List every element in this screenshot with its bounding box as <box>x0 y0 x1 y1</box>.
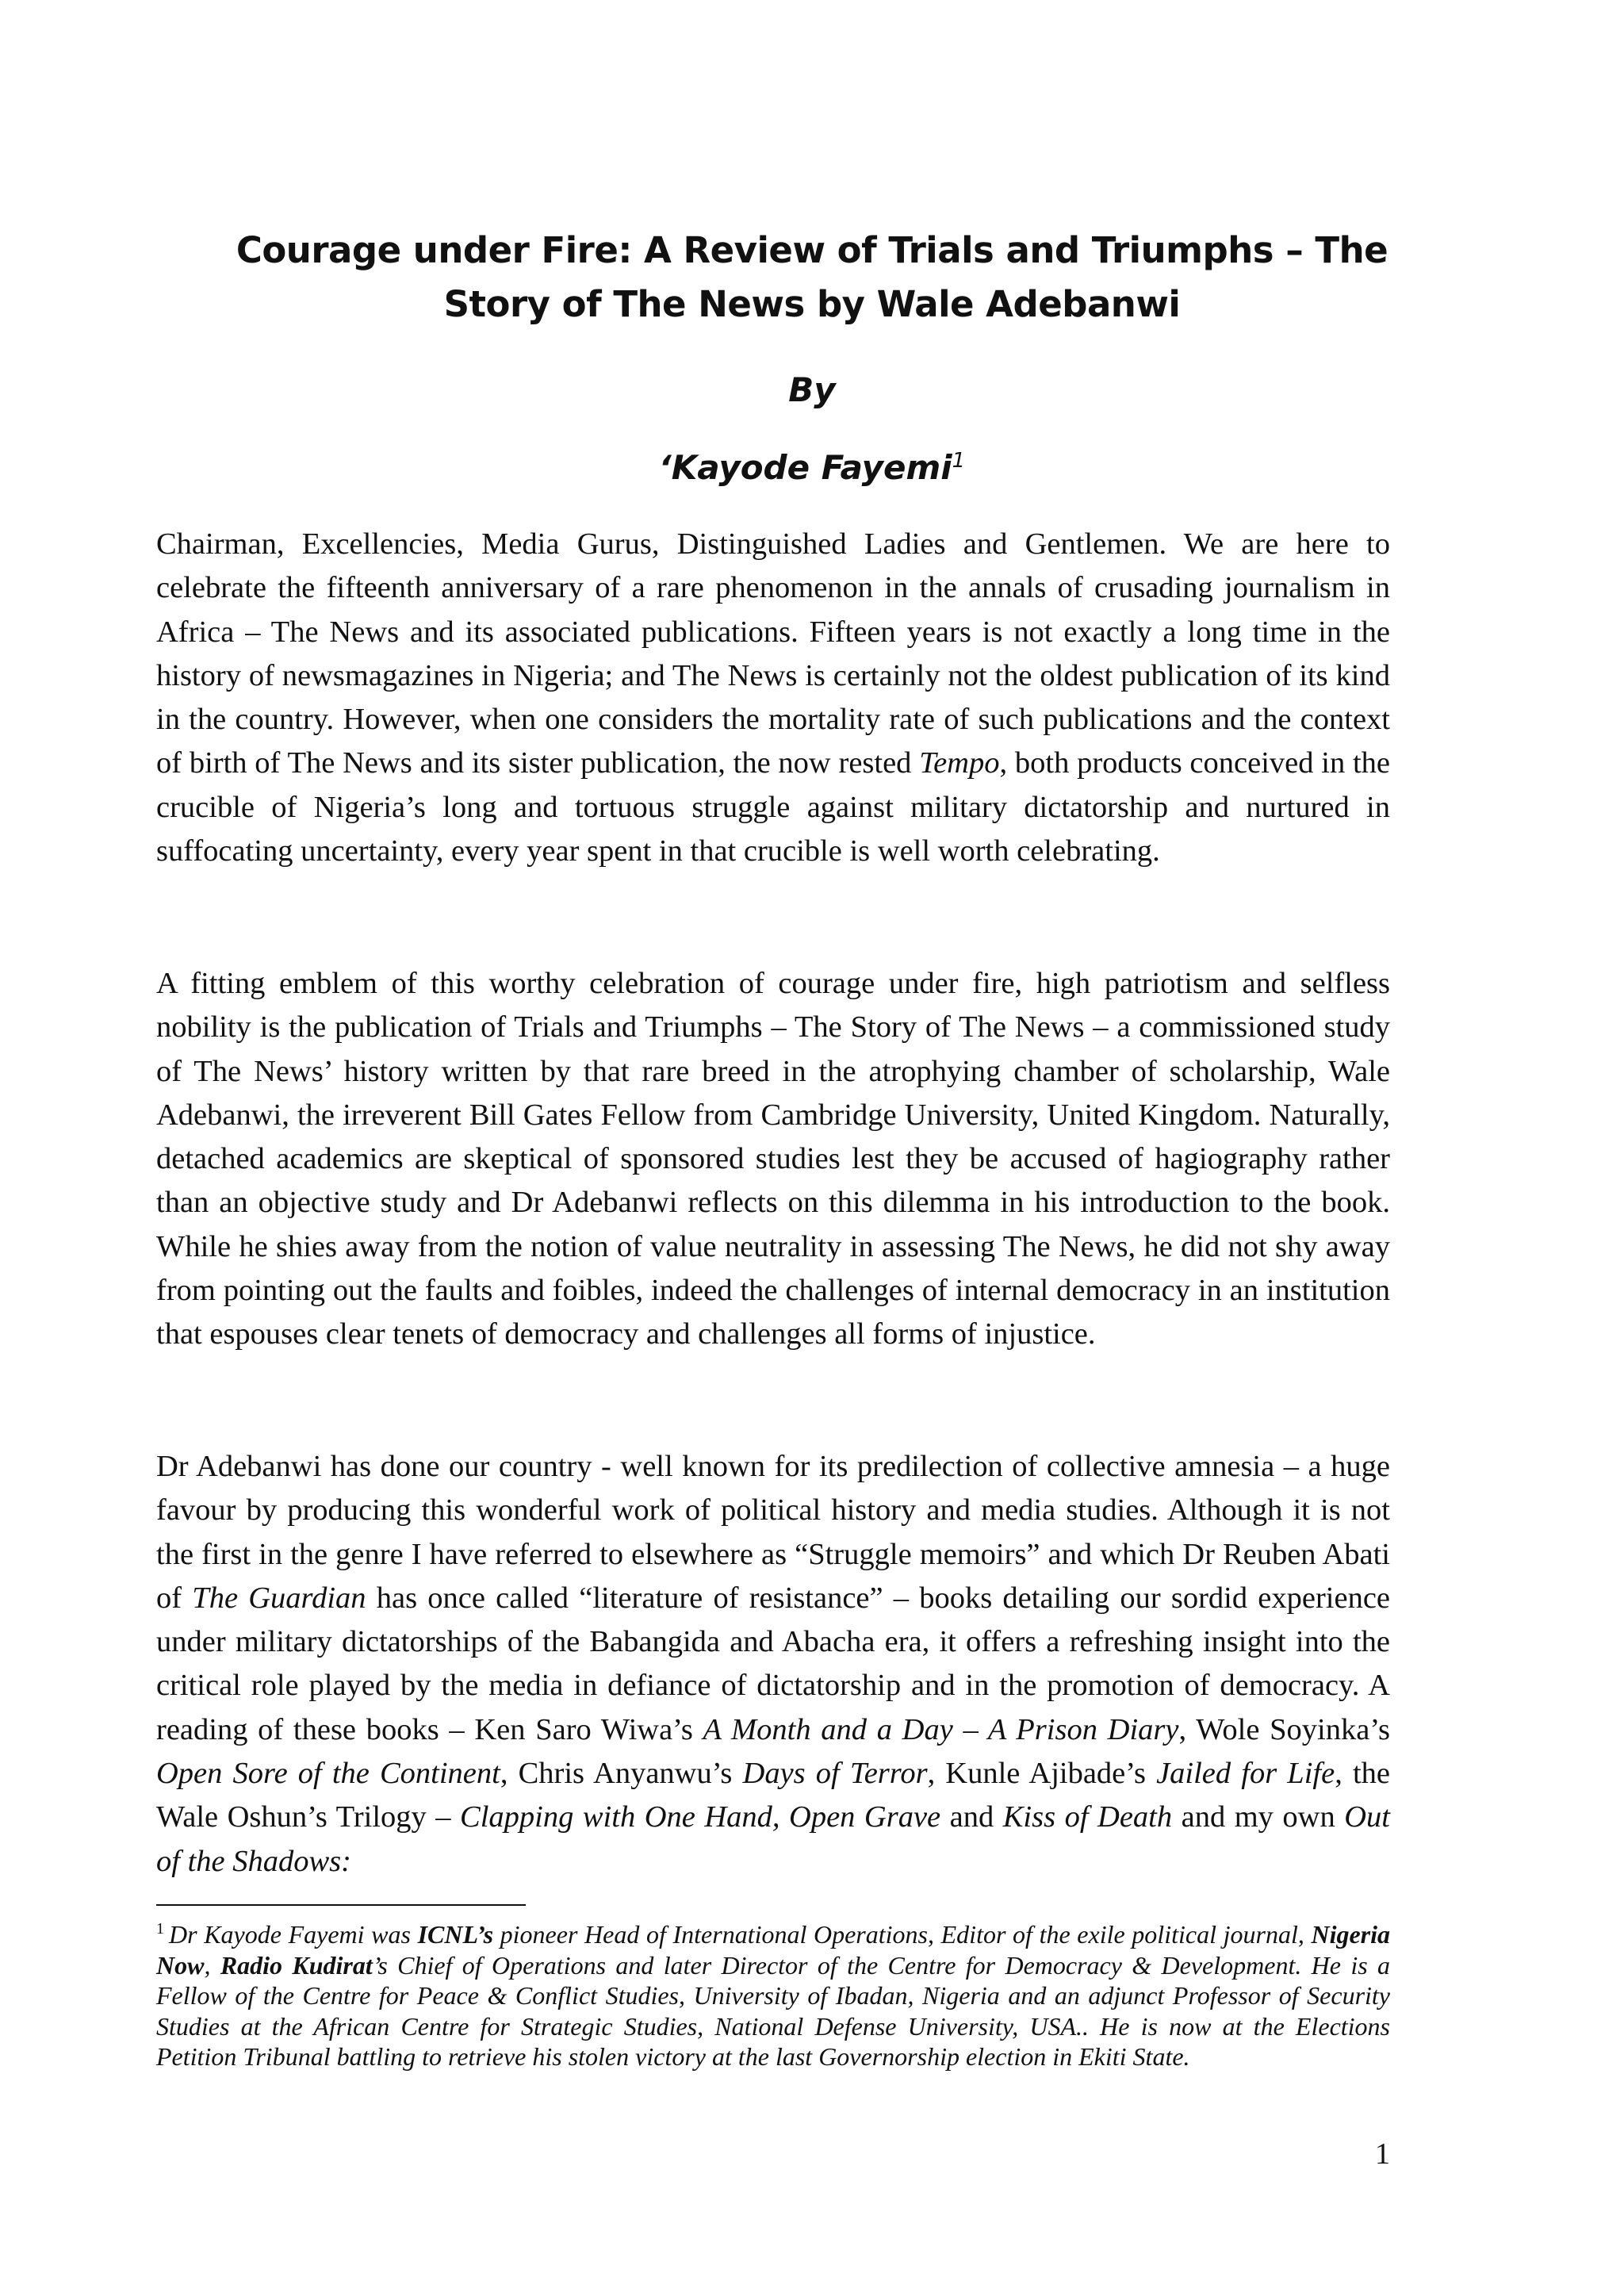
body-paragraph-3: Dr Adebanwi has done our country - well known for its predilection of collective amnesia – a huge favour by producing this wonderful work of political history and media studies. Although it is not the first in the genre I have referred to elsewhere as “Struggle memoirs” and which Dr Reuben Abati of The Guardian has once called “literature of resistance” – books detailing our sordid experience under military dictatorships of the Babangida and Abacha era, it offers a refreshing insight into the critical role played by the media in defiance of dictatorship and in the promotion of democracy. A reading of these books – Ken Saro Wiwa’s A Month and a Day – A Prison Diary, Wole Soyinka’s Open Sore of the Continent, Chris Anyanwu’s Days of Terror, Kunle Ajibade’s Jailed for Life, the Wale Oshun’s Trilogy – Clapping with One Hand, Open Grave and Kiss of Death and my own Out of the Shadows: <box>156 1450 1391 1878</box>
footnote-separator <box>156 1904 526 1906</box>
italic-run: A Month and a Day – A Prison Diary <box>703 1712 1179 1746</box>
page-number: 1 <box>1375 2137 1390 2171</box>
italic-run: The Guardian <box>192 1581 366 1615</box>
author-name <box>119 444 1505 492</box>
author-footnote-mark: 1 <box>952 449 966 473</box>
title-line-1: Courage under Fire: A Review of Trials and Triumphs – The <box>236 229 1388 271</box>
body-paragraph-1: Chairman, Excellencies, Media Gurus, Distinguished Ladies and Gentlemen. We are here to celebrate the fifteenth anniversary of a rare phenomenon in the annals of crusading journalism in Africa – The News and its associated publications. Fifteen years is not exactly a long time in the history of newsmagazines in Nigeria; and The News is certainly not the oldest publication of its kind in the country. However, when one considers the mortality rate of such publications and the context of birth of The News and its sister publication, the now rested Tempo, both products conceived in the crucible of Nigeria’s long and tortuous struggle against military dictatorship and nurtured in suffocating uncertainty, every year spent in that crucible is well worth celebrating. <box>156 527 1390 868</box>
italic-run: Clapping with One Hand, Open Grave <box>460 1800 941 1834</box>
italic-run: Tempo <box>919 746 1000 780</box>
footnote-mark: 1 <box>156 1920 164 1938</box>
byline-label: By <box>788 370 836 409</box>
title-line-2: Story of The News by Wale Adebanwi <box>443 283 1181 325</box>
body-paragraph-2: A fitting emblem of this worthy celebration of courage under fire, high patriotism and selfless nobility is the publication of Trials and Triumphs – The Story of The News – a commissioned study of The News’ history written by that rare breed in the atrophying chamber of scholarship, Wale Adebanwi, the irreverent Bill Gates Fellow from Cambridge University, United Kingdom. Naturally, detached academics are skeptical of sponsored studies lest they be accused of hagiography rather than an objective study and Dr Adebanwi reflects on this dilemma in his introduction to the book. While he shies away from the notion of value neutrality in assessing The News, he did not shy away from pointing out the faults and foibles, indeed the challenges of internal democracy in an institution that espouses clear tenets of democracy and challenges all forms of injustice. <box>156 967 1390 1351</box>
bold-run: ICNL’s <box>417 1920 494 1949</box>
italic-run: Open Sore of the Continent <box>156 1757 500 1791</box>
italic-run: Out of the Shadows: <box>156 1800 1390 1878</box>
author-name-text: ‘Kayode Fayemi <box>658 448 952 487</box>
italic-run: Days of Terror <box>742 1757 928 1791</box>
document-title <box>119 224 1505 332</box>
footnote <box>156 1919 1390 2072</box>
footnote-text: Dr Kayode Fayemi was ICNL’s pioneer Head of International Operations, Editor of the exile political journal, Nigeria Now, Radio Kudirat’s Chief of Operations and later Director of the Centre for Democracy & Development. He is a Fellow of the Centre for Peace & Conflict Studies, University of Ibadan, Nigeria and an adjunct Professor of Security Studies at the African Centre for Strategic Studies, National Defense University, USA.. He is now at the Elections Petition Tribunal battling to retrieve his stolen victory at the last Governorship election in Ekiti State. <box>156 1920 1391 2071</box>
italic-run: Jailed for Life <box>1156 1757 1335 1791</box>
bold-run: Nigeria Now <box>156 1920 1391 1980</box>
italic-run: Kiss of Death <box>1002 1800 1173 1834</box>
bold-run: Radio Kudirat <box>220 1950 373 1980</box>
